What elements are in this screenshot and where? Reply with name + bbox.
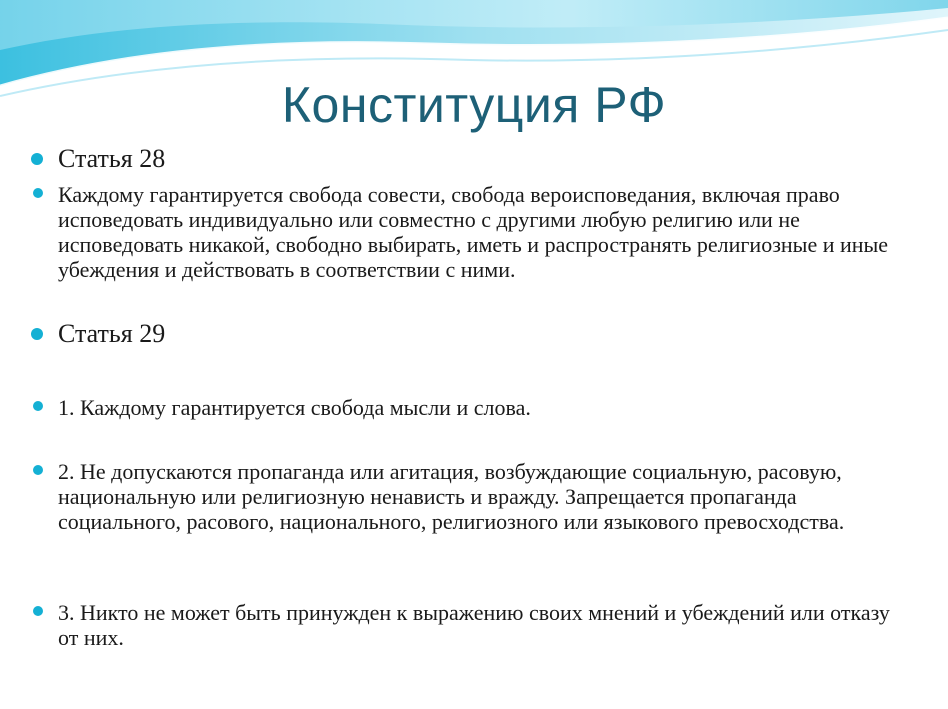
article-text: 3. Никто не может быть принужден к выражению своих мнений и убеждений или отказу от них. <box>58 600 890 650</box>
list-item-article-28-text <box>58 182 898 282</box>
list-item-article-28-heading <box>58 144 898 174</box>
page-title: Конституция РФ <box>281 77 667 133</box>
article-heading: Статья 29 <box>58 319 166 348</box>
bullet-icon <box>31 153 43 165</box>
article-text: Каждому гарантируется свобода совести, свобода вероисповедания, включая право исповедовать индивидуально или совместно с другими любую религию или не исповедовать никакой, свободно выбирать, иметь и распространять религиозные и иные убеждения и действовать в соответствии с ними. <box>58 182 889 282</box>
article-text: 2. Не допускаются пропаганда или агитация, возбуждающие социальную, расовую, национальную или религиозную ненависть и вражду. Запрещается пропаганда социального, расового, национального, религиозного или языкового превосходства. <box>58 459 845 534</box>
list-item-article-29-part-2 <box>58 459 898 534</box>
article-text: 1. Каждому гарантируется свобода мысли и слова. <box>58 395 531 420</box>
list-item-article-29-part-1 <box>58 395 898 420</box>
list-item-article-29-part-3 <box>58 600 898 650</box>
bullet-icon <box>33 606 43 616</box>
bullet-icon <box>33 188 43 198</box>
bullet-icon <box>33 401 43 411</box>
bullet-icon <box>31 328 43 340</box>
bullet-icon <box>33 465 43 475</box>
article-heading: Статья 28 <box>58 144 166 173</box>
list-item-article-29-heading <box>58 319 898 349</box>
